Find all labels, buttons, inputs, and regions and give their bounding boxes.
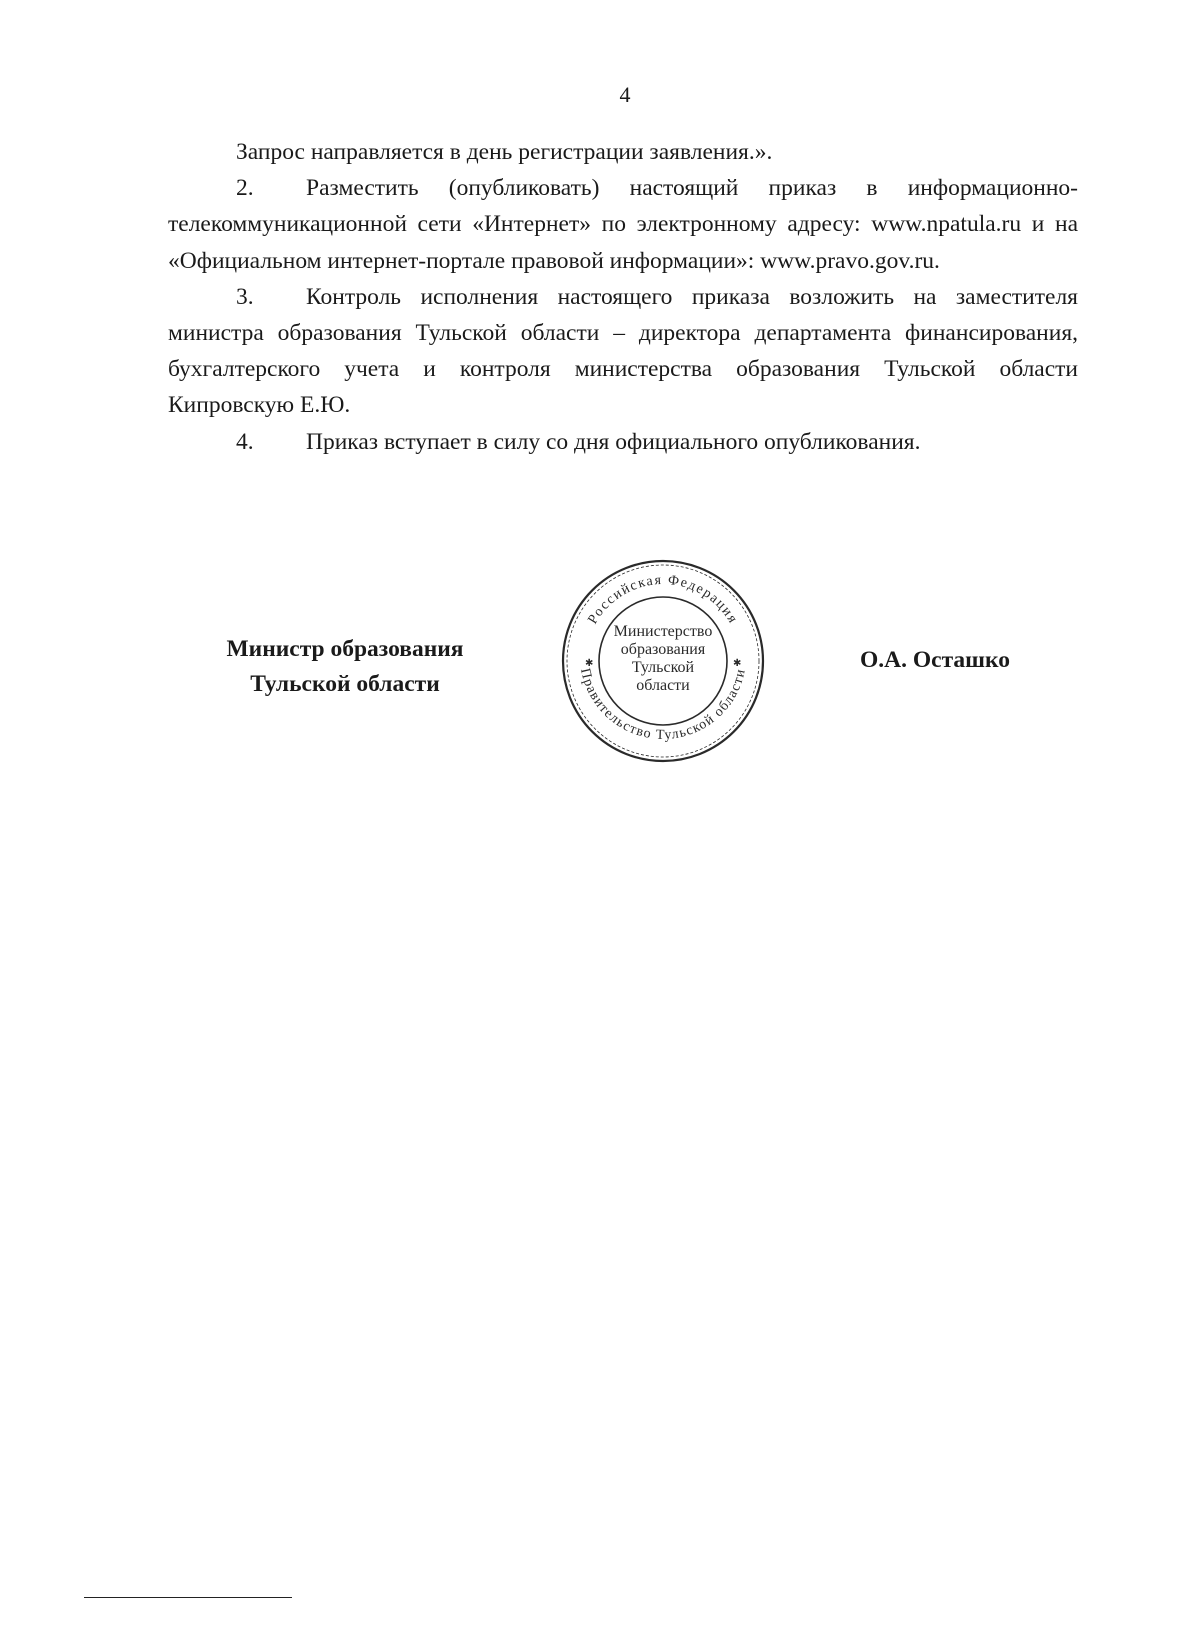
seal-inner-line-4: области bbox=[636, 677, 690, 694]
paragraph-3 bbox=[168, 279, 1078, 424]
seal-inner-line-1: Министерство bbox=[613, 623, 713, 640]
seal-text-bottom-path: Правительство Тульской области bbox=[577, 666, 749, 744]
signatory-position bbox=[180, 632, 510, 702]
paragraph-4-text: Приказ вступает в силу со дня официального опубликования. bbox=[306, 428, 921, 455]
seal-text-top bbox=[586, 573, 741, 627]
seal-inner-line-3: Тульской bbox=[631, 659, 695, 676]
seal-graphic bbox=[558, 556, 768, 766]
official-seal bbox=[558, 556, 768, 766]
page-number: 4 bbox=[619, 82, 631, 107]
footer-separator-line bbox=[84, 1597, 292, 1598]
seal-star-left-icon: ✱ bbox=[585, 658, 594, 669]
signatory-position-line-2: Тульской области bbox=[250, 671, 440, 697]
paragraph-3-text: Контроль исполнения настоящего приказа возложить на заместителя министра образования Тульской области – директора департамента финансирования, бухгалтерского учета и контроля министерства образования Тульской области Кипровскую Е.Ю. bbox=[168, 283, 1078, 419]
signatory-name: О.А. Осташко bbox=[860, 647, 1010, 673]
signatory-position-line-1: Министр образования bbox=[226, 636, 464, 662]
paragraph-4-number: 4. bbox=[236, 428, 254, 455]
paragraph-1: Запрос направляется в день регистрации заявления.». bbox=[236, 139, 773, 165]
paragraph-2 bbox=[168, 170, 1078, 279]
paragraph-3-number: 3. bbox=[236, 283, 254, 310]
paragraph-2-number: 2. bbox=[236, 175, 254, 202]
seal-star-right-icon: ✱ bbox=[733, 658, 742, 669]
seal-inner-line-2: образования bbox=[620, 641, 706, 658]
document-body bbox=[168, 134, 1078, 460]
paragraph-4 bbox=[168, 424, 1078, 460]
paragraph-2-text: Разместить (опубликовать) настоящий приказ в информационно-телекоммуникационной сети «Интернет» по электронному адресу: www.npatula.ru и на «Официальном интернет-портале правовой информации»: www.pravo.gov.ru. bbox=[168, 175, 1078, 274]
seal-text-top-path: Российская Федерация bbox=[585, 572, 741, 627]
